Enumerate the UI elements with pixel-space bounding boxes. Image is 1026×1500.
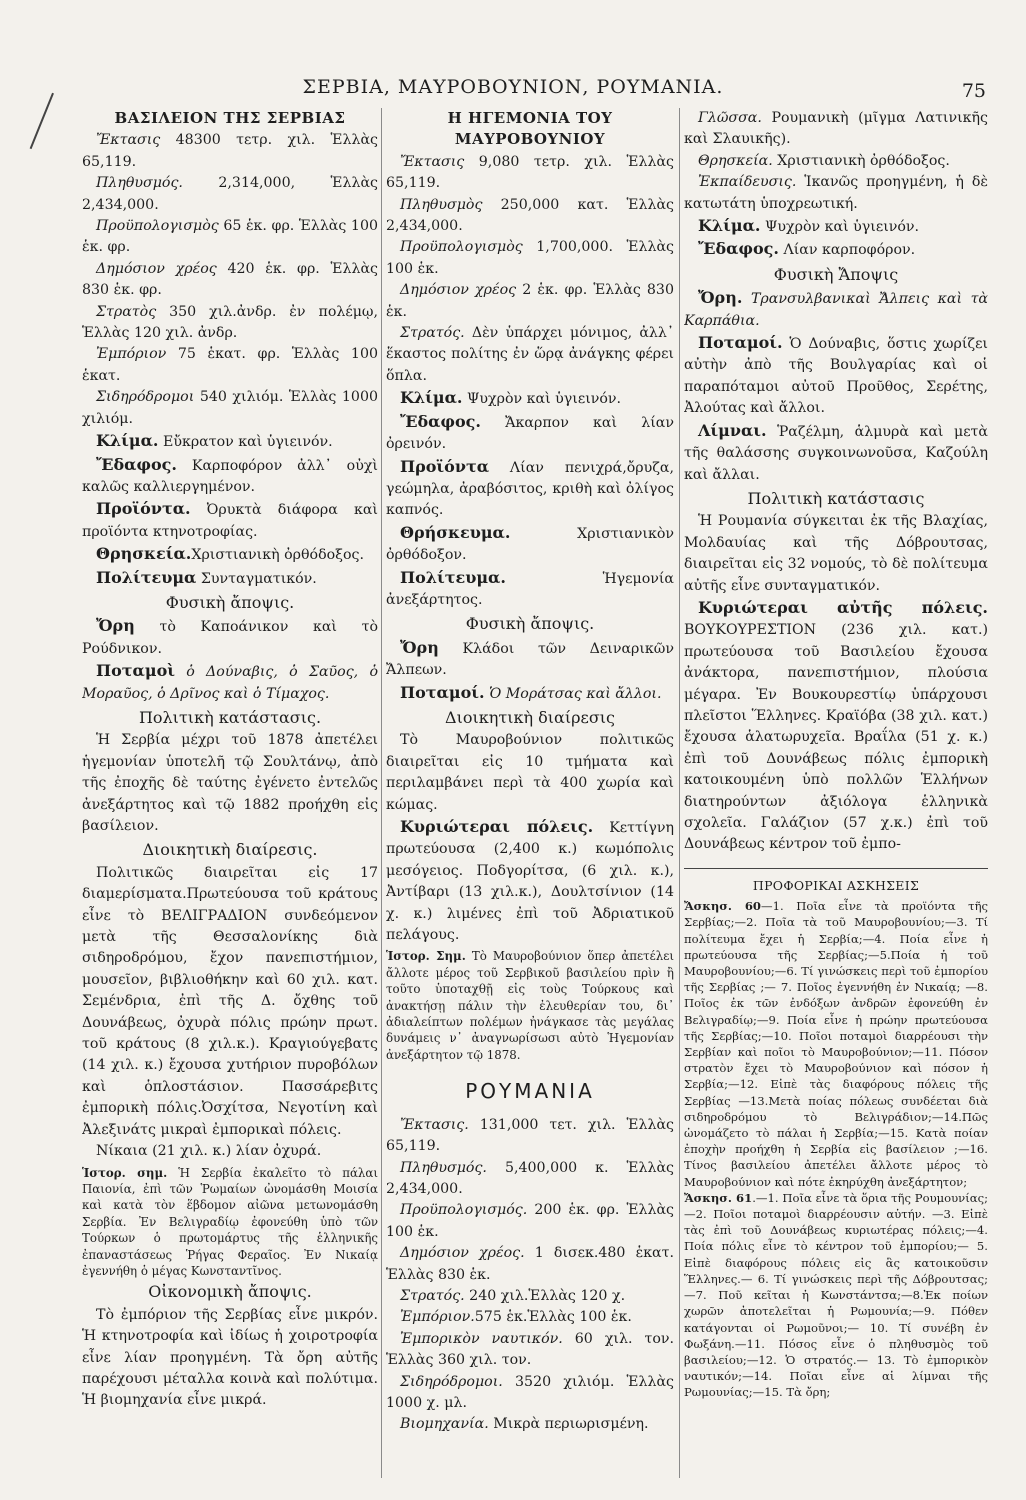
- romania-political-text: Ἡ Ρουμανία σύγκειται ἐκ τῆς Βλαχίας, Μολδαυίας καὶ τῆς Δόβρουτσας, διαιρεῖται εἰς 32 νομούς, τὸ δὲ πολίτευμα αὐτῆς εἶνε συνταγματικόν.: [684, 513, 988, 594]
- romania-religion: Θρησκεία. Χριστιανικὴ ὀρθόδοξος.: [698, 152, 950, 169]
- serbia-economic-text: Τὸ ἐμπόριον τῆς Σερβίας εἶνε μικρόν. Ἡ κτηνοτροφία καὶ ἰδίως ἡ χοιροτροφία εἶνε λίαν προηγμένη. Τὰ ὄρη αὐτῆς παρέχουσι μέταλλα κοινὰ καὶ πολύτιμα. Ἡ βιομηχανία εἶνε μικρά.: [82, 1306, 378, 1409]
- serbia-soil: Ἔδαφος. Καρποφόρον ἀλλ᾽ οὐχὶ καλῶς καλλιεργημένον.: [82, 454, 378, 495]
- column-serbia: [82, 108, 378, 1493]
- montenegro-religion: Θρήσκευμα. Χριστιανικὸν ὀρθόδοξον.: [386, 522, 674, 564]
- montenegro-debt: Δημόσιον χρέος 2 ἑκ. φρ. Ἑλλὰς 830 ἑκ.: [386, 282, 674, 320]
- serbia-admin-text: Πολιτικῶς διαιρεῖται εἰς 17 διαμερίσματα.Πρωτεύουσα τοῦ κράτους εἶνε τὸ ΒΕΛΙΓΡΑΔΙΟΝ συνδεόμενον μετὰ τῆς Θεσσαλονίκης διὰ σιδηροδρόμου, ἔχον πανεπιστήμιον, μουσεῖον, βιβλιοθήκην καὶ 60 χιλ. κατ. Σεμένδρια, ἐπὶ τῆς Δ. ὄχθης τοῦ Δουνάβεως, ὀχυρὰ πόλις πρώην πρωτ. τοῦ κράτους (8 χιλ.κ.). Κραγιούγεβατς (14 χιλ. κ.) ἔχουσα χυτήριον πυροβόλων καὶ ὁπλοστάσιον. Πασσάρεβιτς ἐμπορικὴ πόλις.Ὀσχίτσα, Νεγοτίνη καὶ Ἀλεξινάτς μικραὶ ἐμπορικαὶ πόλεις.: [82, 864, 378, 1138]
- serbia-mountains: Ὄρη τὸ Καποάνικον καὶ τὸ Ρούδνικον.: [82, 616, 378, 657]
- romania-fleet: Ἐμπορικὸν ναυτικόν. 60 χιλ. τον. Ἑλλὰς 360 χιλ. τον.: [386, 1330, 674, 1369]
- montenegro-products: Προϊόντα Λίαν πενιχρά,ὄρυζα, γεώμηλα, ἀραβόσιτος, κριθὴ καὶ ὀλίγος καπνός.: [386, 456, 674, 519]
- serbia-trade: Ἐμπόριον 75 ἑκατ. φρ. Ἑλλὰς 100 ἑκατ.: [82, 346, 378, 384]
- serbia-political-heading: Πολιτικὴ κατάστασις.: [138, 707, 322, 727]
- serbia-budget: Προϋπολογισμὸς 65 ἑκ. φρ. Ἑλλὰς 100 ἑκ. φρ.: [82, 218, 378, 256]
- montenegro-soil: Ἔδαφος. Ἄκαρπον καὶ λίαν ὀρεινόν.: [386, 411, 674, 453]
- serbia-economic-heading: Οἰκονομικὴ ἄποψις.: [148, 1282, 312, 1302]
- handwritten-margin-mark: [30, 93, 75, 158]
- romania-soil: Ἔδαφος. Λίαν καρποφόρον.: [698, 239, 916, 259]
- romania-climate: Κλίμα. Ψυχρὸν καὶ ὑγιεινόν.: [698, 216, 920, 236]
- montenegro-polity: Πολίτευμα. Ἡγεμονία ἀνεξάρτητος.: [386, 567, 674, 608]
- montenegro-rivers: Ποταμοί. Ὁ Μοράτσας καὶ ἄλλοι.: [400, 682, 662, 702]
- serbia-admin-heading: Διοικητικὴ διαίρεσις.: [142, 840, 318, 860]
- montenegro-history-note: Ἱστορ. Σημ. Τὸ Μαυροβούνιον ὅπερ ἀπετέλει ἄλλοτε μέρος τοῦ Σερβικοῦ βασιλείου πρὶν ἢ τοῦτο ὑποταχθῇ εἰς τοὺς Τούρκους καὶ ἀνακτήσῃ πάλιν τὴν ἐλευθερίαν του, δι᾽ ἀδιαλείπτων πολέμων ἠνάγκασε τὰς μεγάλας δυνάμεις ν᾽ ἀναγνωρίσωσι αὐτὸ Ἡγεμονίαν ἀνεξάρτητον τῷ 1878.: [386, 949, 674, 1062]
- romania-population: Πληθυσμός. 5,400,000 κ. Ἑλλὰς 2,434,000.: [386, 1159, 674, 1197]
- romania-trade: Ἐμπόριον.575 ἑκ.Ἑλλὰς 100 ἑκ.: [400, 1309, 632, 1326]
- serbia-products: Προϊόντα. Ὀρυκτὰ διάφορα καὶ προϊόντα κτηνοτροφίας.: [82, 499, 378, 540]
- section-heading-serbia: ΒΑΣΙΛΕΙΟΝ ΤΗΣ ΣΕΡΒΙΑΣ: [114, 109, 346, 127]
- serbia-nikaia: Νίκαια (21 χιλ. κ.) λίαν ὀχυρά.: [96, 1143, 322, 1160]
- serbia-history-note: Ἱστορ. σημ. Ἡ Σερβία ἐκαλεῖτο τὸ πάλαι Παιονία, ἐπὶ τῶν Ῥωμαίων ὠνομάσθη Μοισία καὶ κατὰ τὸν ἕβδομον αἰῶνα μετωνομάσθη Σερβία. Ἐν Βελιγραδίῳ ἐφονεύθη ὑπὸ τῶν Τούρκων ὁ πρωτομάρτυς τῆς ἑλληνικῆς ἐπαναστάσεως Ῥήγας Φεραῖος. Ἐν Νικαίᾳ ἐγεννήθη ὁ μέγας Κωνσταντῖνος.: [82, 1165, 378, 1278]
- montenegro-physical-heading: Φυσικὴ ἄποψις.: [465, 614, 595, 634]
- romania-education: Ἐκπαίδευσις. Ἱκανῶς προηγμένη, ἡ δὲ κατωτάτη ὑποχρεωτική.: [684, 174, 988, 212]
- romania-political-heading: Πολιτικὴ κατάστασις: [747, 488, 925, 508]
- romania-rivers: Ποταμοί. Ὁ Δούναβις, ὅστις χωρίζει αὐτὴν ἀπὸ τῆς Βουλγαρίας καὶ οἱ παραπόταμοι αὐτοῦ Προῦθος, Σερέτης, Ἀλούτας καὶ ἄλλοι.: [684, 333, 988, 417]
- serbia-religion: Θρησκεία.Χριστιανικὴ ὀρθόδοξος.: [96, 544, 364, 564]
- montenegro-admin-text: Τὸ Μαυροβούνιον πολιτικῶς διαιρεῖται εἰς 10 τμήματα καὶ περιλαμβάνει περὶ τὰ 400 χωρία καὶ κώμας.: [386, 732, 674, 813]
- column-divider: [679, 108, 680, 1478]
- column-romania: [684, 108, 988, 1493]
- serbia-area: Ἔκτασις 48300 τετρ. χιλ. Ἑλλὰς 65,119.: [82, 132, 378, 170]
- serbia-political-text: Ἡ Σερβία μέχρι τοῦ 1878 ἀπετέλει ἡγεμονίαν ὑποτελῆ τῷ Σουλτάνῳ, ἀπὸ τῆς ἐποχῆς δὲ ταύτης ἐγένετο ἐντελῶς ἀνεξάρτητος καὶ τῷ 1882 προήχθη εἰς βασίλειον.: [82, 732, 378, 834]
- romania-cities: Κυριώτεραι αὐτῆς πόλεις. ΒΟΥΚΟΥΡΕΣΤΙΟΝ (236 χιλ. κατ.) πρωτεύουσα τοῦ Βασιλείου ἔχουσα ἀνάκτορα, πανεπιστήμιον, πλούσια μέγαρα. Ἐν Βουκουρεστίῳ ὑπάρχουσι πλεῖστοι Ἕλληνες. Κραϊόβα (38 χιλ. κατ.) ἔχουσα ἁλατωρυχεῖα. Βραΐλα (51 χ. κ.) ἐπὶ τοῦ Δουνάβεως πόλις ἐμπορικὴ κατοικουμένη ὑπὸ πολλῶν Ἑλλήνων διατηρούντων ἀξιόλογα ἑλληνικὰ σχολεῖα. Γαλάζιον (57 χ.κ.) ἐπὶ τοῦ Δουνάβεως κέντρον τοῦ ἐμπο-: [684, 597, 988, 853]
- serbia-climate: Κλίμα. Εὔκρατον καὶ ὑγιεινόν.: [96, 431, 333, 451]
- running-head: ΣΕΡΒΙΑ, ΜΑΥΡΟΒΟΥΝΙΟΝ, ΡΟΥΜΑΝΙΑ.: [302, 76, 724, 98]
- section-heading-romania: ΡΟΥΜΑΝΙΑ: [465, 1079, 595, 1104]
- column-montenegro: [386, 108, 674, 1493]
- montenegro-area: Ἔκτασις 9,080 τετρ. χιλ. Ἑλλὰς 65,119.: [386, 153, 674, 192]
- romania-language: Γλῶσσα. Ρουμανικὴ (μῖγμα Λατινικῆς καὶ Σλαυικῆς).: [684, 110, 988, 148]
- serbia-debt: Δημόσιον χρέος 420 ἑκ. φρ. Ἑλλὰς 830 ἑκ. φρ.: [82, 260, 378, 299]
- serbia-rivers: Ποταμοὶ ὁ Δούναβις, ὁ Σαῦος, ὁ Μοραῦος, ὁ Δρῖνος καὶ ὁ Τίμαχος.: [82, 661, 378, 702]
- montenegro-mountains: Ὄρη Κλάδοι τῶν Δειναρικῶν Ἄλπεων.: [386, 637, 674, 679]
- serbia-polity: Πολίτευμα Συνταγματικόν.: [96, 567, 317, 587]
- montenegro-climate: Κλίμα. Ψυχρὸν καὶ ὑγιεινόν.: [400, 388, 622, 408]
- romania-industry: Βιομηχανία. Μικρὰ περιωρισμένη.: [400, 1416, 649, 1433]
- romania-army: Στρατός. 240 χιλ.Ἑλλὰς 120 χ.: [400, 1287, 626, 1304]
- serbia-army: Στρατὸς 350 χιλ.ἀνδρ. ἐν πολέμῳ, Ἑλλὰς 120 χιλ. ἀνδρ.: [82, 303, 378, 342]
- exercise-60: Ἄσκησ. 60—1. Ποῖα εἶνε τὰ προϊόντα τῆς Σερβίας;—2. Ποῖα τὰ τοῦ Μαυροβουνίου;—3. Τί πολίτευμα ἔχει ἡ Σερβία;—4. Ποία εἶνε ἡ πρωτεύουσα τῆς Σερβίας;—5.Ποία ἡ τοῦ Μαυροβουνίου;—6. Τί γινώσκεις περὶ τοῦ ἐμπορίου τῆς Σερβίας ;— 7. Ποῖος ἐγεννήθη ἐν Νικαίᾳ; —8. Ποῖος ἐκ τῶν ἐνδόξων ἀνδρῶν ἐφονεύθη ἐν Βελιγραδίῳ;—9. Ποία εἶνε ἡ πρώην πρωτεύουσα τῆς Σερβίας;—10. Ποῖοι ποταμοὶ διαρρέουσι τὴν Σερβίαν καὶ ποῖοι τὸ Μαυροβούνιον;—11. Πόσον στρατὸν ἔχει τὸ Μαυροβούνιον καὶ πόσον ἡ Σερβία;—12. Εἰπὲ τὰς διαφόρους πόλεις τῆς Σερβίας —13.Μετὰ ποίας πόλεως συνδέεται διὰ σιδηροδρόμου τὸ Βελιγράδιον;—14.Πῶς ὠνομάζετο τὸ πάλαι ἡ Σερβία;—15. Κατὰ ποίαν ἐποχὴν προήχθη ἡ Σερβία εἰς βασίλειον ;—16. Τίνος βασιλείου ἀπετέλει ἄλλοτε μέρος τὸ Μαυροβούνιον καὶ πότε ἐκηρύχθη ἀνεξάρτητον;: [684, 899, 988, 1189]
- montenegro-population: Πληθυσμὸς 250,000 κατ. Ἑλλὰς 2,434,000.: [386, 196, 674, 235]
- montenegro-budget: Προϋπολογισμὸς 1,700,000. Ἑλλὰς 100 ἑκ.: [386, 239, 674, 277]
- romania-area: Ἔκτασις. 131,000 τετ. χιλ. Ἑλλὰς 65,119.: [386, 1116, 674, 1155]
- romania-lakes: Λίμναι. Ῥαζέλμη, ἁλμυρὰ καὶ μετὰ τῆς θαλάσσης συγκοινωνοῦσα, Καζούλη καὶ ἄλλαι.: [684, 420, 988, 483]
- romania-budget: Προϋπολογισμός. 200 ἑκ. φρ. Ἑλλὰς 100 ἑκ.: [386, 1202, 674, 1240]
- serbia-physical-heading: Φυσικὴ ἄποψις.: [165, 592, 295, 612]
- exercises-heading: ΠΡΟΦΟΡΙΚΑΙ ΑΣΚΗΣΕΙΣ: [684, 868, 988, 896]
- montenegro-army: Στρατός. Δὲν ὑπάρχει μόνιμος, ἀλλ᾽ ἕκαστος πολίτης ἐν ὥρᾳ ἀνάγκης φέρει ὅπλα.: [386, 325, 674, 384]
- column-divider: [381, 108, 382, 1478]
- page-number: 75: [961, 80, 986, 102]
- romania-railways: Σιδηρόδρομοι. 3520 χιλιόμ. Ἑλλὰς 1000 χ. μλ.: [386, 1373, 674, 1411]
- romania-debt: Δημόσιον χρέος. 1 δισεκ.480 ἑκατ. Ἑλλὰς 830 ἑκ.: [386, 1245, 674, 1283]
- montenegro-admin-heading: Διοικητικὴ διαίρεσις: [445, 707, 615, 727]
- serbia-railways: Σιδηρόδρομοι 540 χιλιόμ. Ἑλλὰς 1000 χιλιόμ.: [82, 389, 378, 427]
- exercise-61: Ἄσκησ. 61.—1. Ποῖα εἶνε τὰ ὅρια τῆς Ρουμουνίας;—2. Ποῖοι ποταμοὶ διαρρέουσιν αὐτήν. —3. Εἰπὲ τὰς ἐπὶ τοῦ Δουνάβεως κυριωτέρας πόλεις;—4. Ποία πόλις εἶνε τὸ κέντρον τοῦ ἐμπορίου;— 5. Εἰπὲ διαφόρους πόλεις εἰς ἃς κατοικοῦσιν Ἕλληνες.— 6. Τί γινώσκεις περὶ τῆς Δόβρουτσας;—7. Ποῦ κεῖται ἡ Κωνστάντσα;—8.Ἐκ ποίων χωρῶν ἀποτελεῖται ἡ Ρωμουνία;—9. Πόθεν κατάγονται οἱ Ρωμοῦνοι;— 10. Τί συνέβη ἐν Φωξάνη.—11. Πόσος εἶνε ὁ πληθυσμὸς τοῦ βασιλείου;—12. Ὁ στρατός.— 13. Τὸ ἐμπορικὸν ναυτικόν;—14. Ποῖαι εἶνε αἱ λίμναι τῆς Ρωμουνίας;—15. Τὰ ὄρη;: [684, 1190, 988, 1400]
- romania-mountains: Ὄρη. Τρανσυλβανικαὶ Ἄλπεις καὶ τὰ Καρπάθια.: [684, 288, 988, 329]
- serbia-population: Πληθυσμός. 2,314,000, Ἑλλὰς 2,434,000.: [82, 175, 378, 213]
- romania-physical-heading: Φυσικὴ Ἄποψις: [773, 264, 899, 284]
- montenegro-cities: Κυριώτεραι πόλεις. Κεττίγνη πρωτεύουσα (2,400 κ.) κωμόπολις μεσόγειος. Ποδγορίτσα, (6 χιλ. κ.), Ἀντίβαρι (13 χιλ.κ.), Δουλτσίνιον (14 χ. κ.) λιμένες ἐπὶ τοῦ Ἀδριατικοῦ πελάγους.: [386, 817, 674, 944]
- section-heading-montenegro: Η ΗΓΕΜΟΝΙΑ ΤΟΥ ΜΑΥΡΟΒΟΥΝΙΟΥ: [447, 109, 613, 149]
